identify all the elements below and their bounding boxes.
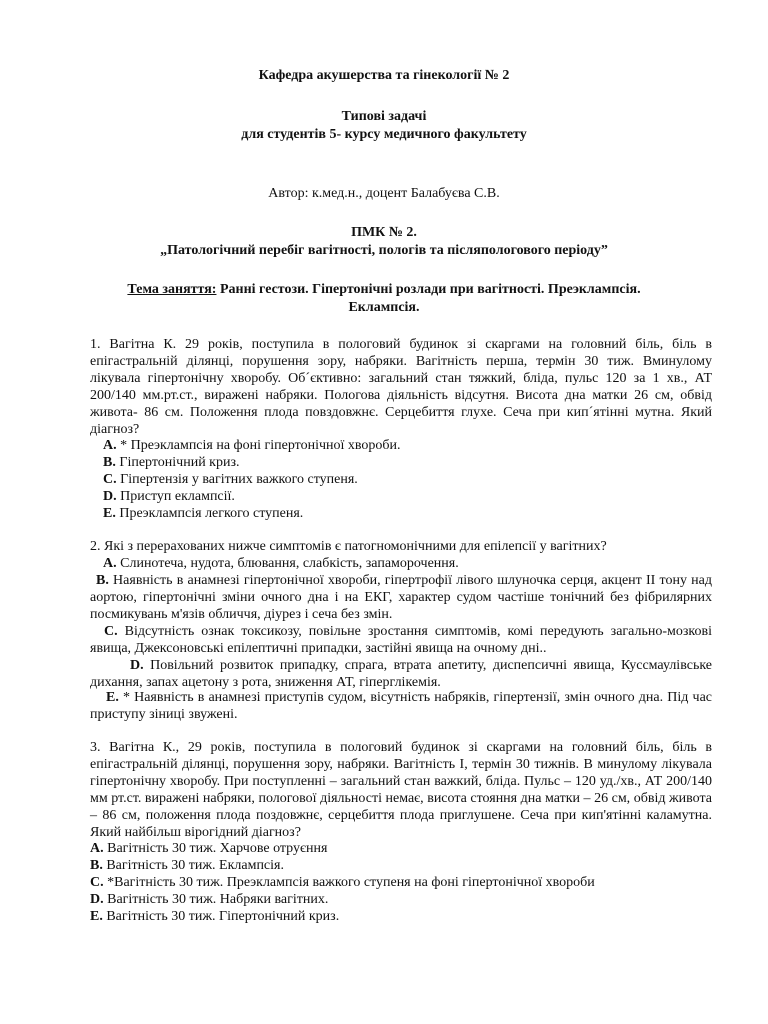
option-text: Відсутність ознак токсикозу, повільне зростання симптомів, комі передують загально-мозкові явища, Джексоновські епілептичні припадки, застійні явища на очному дні.. — [90, 624, 712, 656]
q1-option-a — [103, 437, 401, 454]
option-text: Преэклампсія легкого ступеня. — [115, 506, 304, 521]
option-text: * Наявність в анамнезі приступів судом, вісутність набряків, гіпертензії, змін очного дна. Під час приступу зіниці звужені. — [90, 690, 712, 722]
q3-option-c — [90, 874, 595, 891]
question-1-text: 1. Вагітна К. 29 років, поступила в пологовий будинок зі скаргами на головний біль, біль в епігастральній ділянці, порушення зору, набряки. Вагітність перша, термін 30 тиж. Вминулому лікувала гіпертонічну хворобу. Об´єктивно: загальний стан тяжкий, бліда, пульс 120 за 1 хв., АТ 200/140 мм.рт.ст., виражені набряки. Пологова діяльність відсутня. Висота дна матки 26 см, обвід живота- 86 см. Положення плода повздовжнє. Серцебиття глухе. Сеча при кип´ятінні мутна. Який діагноз? — [90, 337, 712, 437]
option-letter: E. — [106, 690, 119, 705]
option-letter: B. — [103, 455, 116, 470]
q2-option-a — [103, 555, 459, 572]
option-letter: E. — [90, 909, 103, 924]
module-number: ПМК № 2. — [351, 225, 417, 240]
q3-option-a — [90, 840, 327, 857]
option-text: Вагітність 30 тиж. Набряки вагітних. — [103, 892, 329, 907]
department-heading: Кафедра акушерства та гінекології № 2 — [258, 68, 510, 83]
q1-option-b — [103, 454, 240, 471]
q3-option-b — [90, 857, 284, 874]
q1-option-c — [103, 471, 358, 488]
topic-label: Тема заняття: — [127, 282, 217, 297]
title-line-2: для студентів 5- курсу медичного факультету — [241, 127, 527, 142]
option-text: Гіпертонічний криз. — [115, 455, 240, 470]
question-3-text: 3. Вагітна К., 29 років, поступила в пологовий будинок зі скаргами на головний біль, біль в епігастральній ділянці, порушення зору, набряки. Вагітність І, термін 30 тижнів. В минулому лікувала гіпертонічну хворобу. При поступленні – загальний стан важкий, бліда. Пульс – 120 уд./хв., АТ 200/140 мм рт.ст. виражені набряки, пологової діяльності немає, висота стояння дна матки – 26 см, обвід живота – 86 см, положення плода поздовжнє, серцебиття плода приглушене. Сеча при кип'ятінні каламутна. Який найбільш вірогідний діагноз? — [90, 740, 712, 840]
option-letter: B. — [96, 573, 109, 588]
q2-option-b — [90, 572, 712, 623]
option-text: * Преэклампсія на фоні гіпертонічної хвороби. — [116, 438, 401, 453]
option-letter: C. — [90, 875, 104, 890]
topic-text: Ранні гестози. Гіпертонічні розлади при вагітності. Преэклампсія. — [216, 282, 641, 297]
option-text: Приступ еклампсії. — [116, 489, 235, 504]
option-letter: A. — [90, 841, 104, 856]
option-text: Повільний розвиток припадку, спрага, втрата апетиту, диспепсичні явища, Куссмаулівське дихання, запах ацетону з рота, зниження АТ, гіперглікемія. — [90, 658, 712, 690]
option-text: Вагітність 30 тиж. Гіпертонічний криз. — [102, 909, 340, 924]
q1-option-d — [103, 488, 235, 505]
author-line: Автор: к.мед.н., доцент Балабуєва С.В. — [268, 186, 500, 201]
topic-line-2: Еклампсія. — [348, 300, 420, 315]
q2-option-c — [90, 623, 712, 657]
option-letter: D. — [90, 892, 104, 907]
question-2-text: 2. Які з перерахованих нижче симптомів є патогномонічними для епілепсії у вагітних? — [90, 539, 607, 554]
q3-option-e — [90, 908, 339, 925]
topic-line-1 — [0, 282, 768, 298]
q3-option-d — [90, 891, 328, 908]
option-text: Наявність в анамнезі гіпертонічної хвороби, гіпертрофії лівого шлуночка серця, акцент ІІ тону над аортою, гіпертонічні зміни очного дна і на ЕКГ, характер судом частіше тонічний без фібриляpних посмикувань м'язів обличчя, діурез і сеча без змін. — [90, 573, 712, 622]
option-letter: E. — [103, 506, 116, 521]
q1-option-e — [103, 505, 303, 522]
option-letter: C. — [104, 624, 118, 639]
q2-option-d — [90, 657, 712, 691]
option-text: Вагітність 30 тиж. Еклампсія. — [102, 858, 284, 873]
option-letter: D. — [103, 489, 117, 504]
option-text: Слинотеча, нудота, блювання, слабкість, запаморочення. — [116, 556, 459, 571]
option-text: *Вагітність 30 тиж. Преэклампсія важкого ступеня на фоні гіпертонічної хвороби — [103, 875, 595, 890]
q2-option-e — [90, 689, 712, 723]
option-letter: A. — [103, 438, 117, 453]
option-letter: D. — [130, 658, 144, 673]
module-name: „Патологічний перебіг вагітності, пологів та післяпологового періоду” — [160, 243, 608, 258]
option-text: Вагітність 30 тиж. Харчове отруєння — [103, 841, 328, 856]
title-line-1: Типові задачі — [341, 109, 427, 124]
option-letter: A. — [103, 556, 117, 571]
option-text: Гіпертензія у вагітних важкого ступеня. — [116, 472, 358, 487]
option-letter: B. — [90, 858, 103, 873]
option-letter: C. — [103, 472, 117, 487]
